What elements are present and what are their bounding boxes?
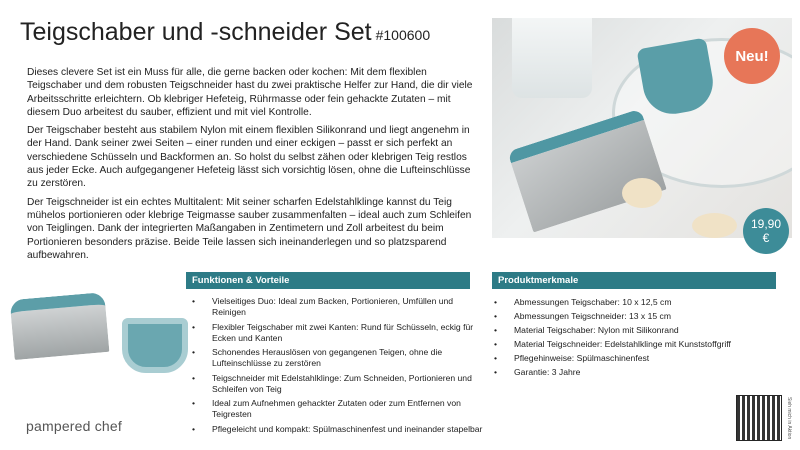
list-item: • Abmessungen Teigschaber: 10 x 12,5 cm [488,297,788,308]
specs-list [488,297,788,381]
qr-code[interactable] [737,396,781,440]
list-item: • Material Teigschneider: Edelstahlklinge mit Kunststoffgriff [488,339,788,350]
specs-heading: Produktmerkmale [492,272,776,289]
brand-logo: pampered chef [26,418,122,434]
list-item: • Material Teigschaber: Nylon mit Silikonrand [488,325,788,336]
list-item: • Abmessungen Teigschneider: 13 x 15 cm [488,311,788,322]
list-item: • Teigschneider mit Edelstahlklinge: Zum Schneiden, Portionieren und Schleifen von Teig [186,373,486,395]
list-item: • Pflegehinweise: Spülmaschinenfest [488,353,788,364]
glass-image [512,18,592,98]
list-item: • Vielseitiges Duo: Ideal zum Backen, Portionieren, Umfüllen und Reinigen [186,296,486,318]
description-paragraph: Der Teigschaber besteht aus stabilem Nylon mit einem flexiblen Silikonrand und liegt angenehm in der Hand. Dank seiner zwei Seiten – einer runden und einer eckigen – passt er sich perfekt an verschiedene Schüsseln und Backformen an. So holst du selbst zähen oder klebrigen Teig restlos aus jeder Ecke. Auch aufgegangener Hefeteig lässt sich vorsichtig lösen, ohne die Lufteinschlüsse zu zerstören. [27,125,471,190]
list-item: • Garantie: 3 Jahre [488,367,788,378]
article-number: #100600 [375,27,431,43]
features-list [186,296,486,438]
cutter-image [507,108,666,232]
description-paragraph: Dieses clevere Set ist ein Muss für alle, die gerne backen oder kochen: Mit dem flexiblen Teigschaber und dem robusten Teigschneider hast du zwei praktische Helfer zur Hand, die dir viele Arbeitsschritte erleichtern. Ob klebriger Hefeteig, Rührmasse oder fein gehackte Zutaten – mit diesem Duo arbeitest du sauber, effizient und mit viel Kontrolle. [27,67,473,118]
product-name: Teigschaber und -schneider Set [20,18,372,46]
list-item: • Flexibler Teigschaber mit zwei Kanten: Rund für Schüsseln, eckig für Ecken und Kanten [186,322,486,344]
qr-caption: Sieh mich in Aktion [786,397,792,440]
price-currency: € [762,231,770,245]
price-amount: 19,90 [750,217,782,231]
product-set-image [12,288,192,378]
list-item: • Ideal zum Aufnehmen gehackter Zutaten oder zum Entfernen von Teigresten [186,398,486,420]
features-heading: Funktionen & Vorteile [186,272,470,289]
dough-image [622,178,662,208]
new-badge: Neu! [724,28,780,84]
list-item: • Pflegeleicht und kompakt: Spülmaschinenfest und ineinander stapelbar [186,424,486,435]
product-description [27,66,477,267]
dough-image [692,213,737,238]
page-title [20,18,430,47]
description-paragraph: Der Teigschneider ist ein echtes Multitalent: Mit seiner scharfen Edelstahlklinge kannst du Teig mühelos portionieren oder klebrige Teigmasse sauber zusammenfalten – ideal auch zum Schleifen von Teiglingen. Dank der integrierten Maßangaben in Zentimetern und Zoll arbeitest du beim Portionieren besonders präzise. Beide Teile lassen sich ineinanderlegen und so platzsparend aufbewahren. [27,196,472,261]
list-item: • Schonendes Herauslösen von gegangenen Teigen, ohne die Lufteinschlüsse zu zerstören [186,347,486,369]
price-badge [743,208,789,254]
